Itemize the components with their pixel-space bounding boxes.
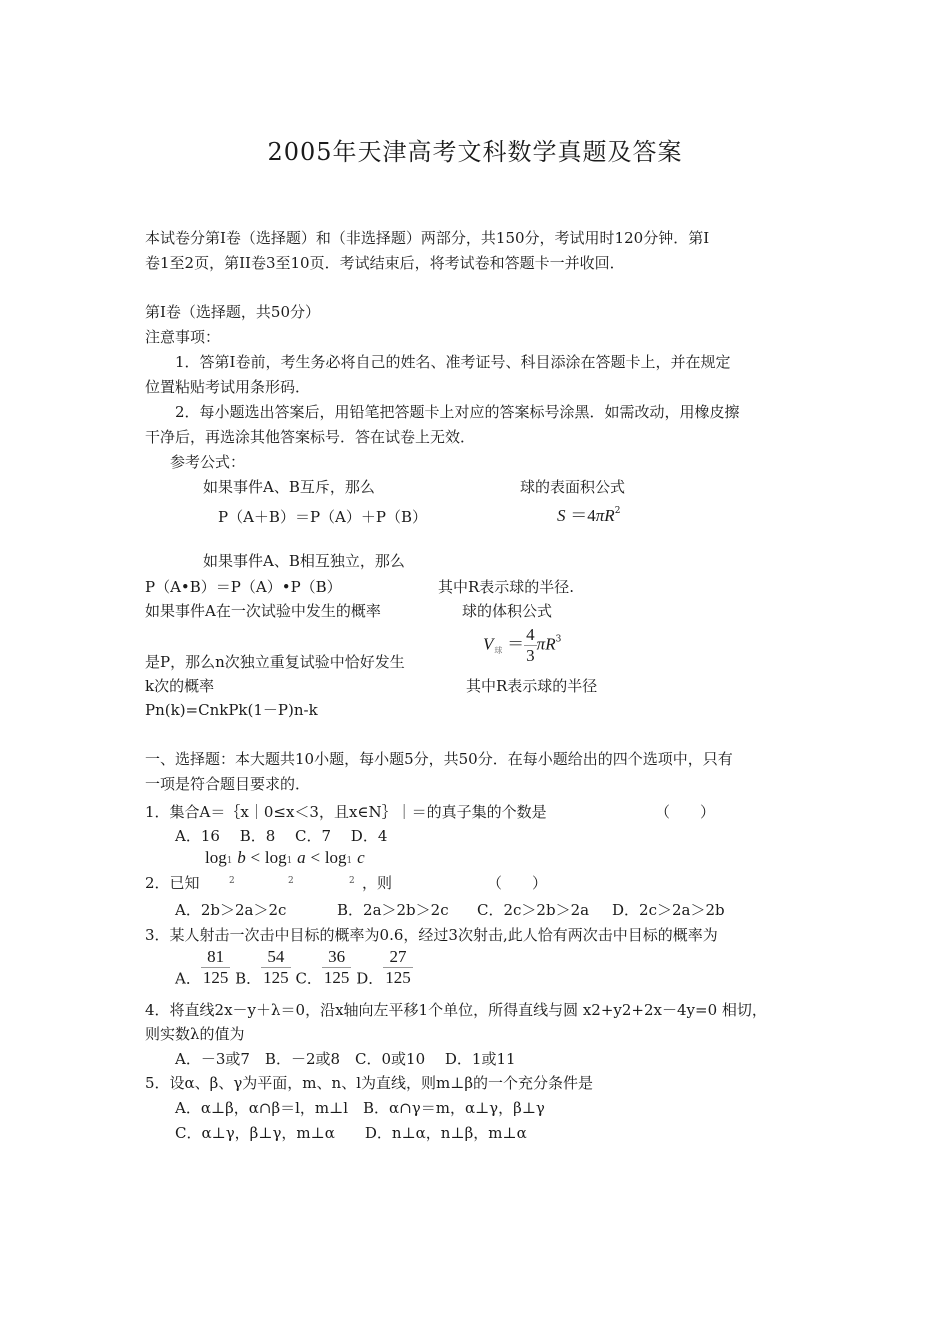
question-4-stem-line-1: 4．将直线2x－y＋λ＝0，沿x轴向左平移1个单位，所得直线与圆 x2+y2+2x－4y=0 相切， [145, 1001, 767, 1019]
section1-heading-line-1: 一、选择题：本大题共10小题，每小题5分，共50分．在每小题给出的四个选项中，只有 [145, 750, 733, 768]
question-2-stem-prefix: 2．已知 [145, 874, 200, 892]
product-rule-formula: P（A•B）＝P（A）•P（B） [145, 578, 342, 596]
symbol-v: V [483, 634, 494, 654]
radius-note-1: 其中R表示球的半径. [438, 578, 575, 596]
exponent-3: 3 [555, 634, 562, 645]
intro-line-2: 卷1至2页，第II卷3至10页．考试结束后，将考试卷和答题卡一并收回． [145, 254, 625, 272]
question-2-log-inequality: log1 b < log1 a < log1 c [205, 848, 365, 867]
question-2-answer-bracket: （ ） [487, 874, 548, 892]
sphere-volume-formula [483, 625, 561, 666]
radius-note-2: 其中R表示球的半径 [466, 677, 598, 695]
question-5-options-line-1: A．α⊥β，α∩β＝l，m⊥l B．α∩γ＝m，α⊥γ，β⊥γ [175, 1099, 545, 1117]
question-1-answer-bracket: （ ） [655, 803, 716, 821]
question-2-option-b: B．2a＞2b＞2c [337, 901, 449, 919]
pi-r: πR [595, 506, 615, 525]
question-2-option-d: D．2c＞2a＞2b [612, 901, 725, 919]
question-1-options: A．16 B．8 C．7 D．4 [175, 827, 388, 845]
sum-rule-formula: P（A＋B）＝P（A）＋P（B） [218, 508, 427, 526]
sphere-area-formula [557, 501, 620, 526]
mutually-exclusive-text: 如果事件A、B互斥，那么 [203, 478, 375, 496]
question-2-option-c: C．2c＞2b＞2a [477, 901, 590, 919]
log-base-den-2: 2 [288, 876, 294, 886]
equals-four: ＝4 [570, 506, 596, 525]
log-base-den-1: 2 [229, 876, 235, 886]
notes-heading: 注意事项： [145, 328, 221, 346]
option-b-fraction: $\frac{54}{125}$ [263, 947, 289, 987]
section1-heading-line-2: 一项是符合题目要求的． [145, 775, 311, 793]
part1-heading: 第Ⅰ卷（选择题，共50分） [145, 303, 321, 321]
sphere-volume-label: 球的体积公式 [462, 602, 553, 620]
binomial-text-1: 如果事件A在一次试验中发生的概率 [145, 602, 381, 620]
option-c-fraction: $\frac{36}{125}$ [323, 947, 350, 987]
note-2-line-2: 干净后，再选涂其他答案标号．答在试卷上无效． [145, 428, 476, 446]
symbol-s: S [557, 506, 566, 525]
formulas-heading: 参考公式： [170, 453, 246, 471]
question-2-stem-suffix: ，则 [362, 874, 393, 892]
fraction-four-thirds: $\frac{4}{3}$ [526, 625, 535, 665]
option-a-fraction: $\frac{81}{125}$ [202, 947, 229, 987]
sphere-area-label: 球的表面积公式 [520, 478, 626, 496]
option-d-fraction: $\frac{27}{125}$ [385, 947, 411, 987]
pi-r: πR [536, 634, 556, 654]
intro-line-1: 本试卷分第Ⅰ卷（选择题）和（非选择题）两部分，共150分，考试用时120分钟．第Ⅰ [145, 229, 710, 247]
equals-sign: ＝ [507, 634, 525, 654]
log-base-den-3: 2 [349, 876, 355, 886]
independent-text: 如果事件A、B相互独立，那么 [203, 552, 405, 570]
document-title: 2005年天津高考文科数学真题及答案 [267, 138, 683, 166]
exponent-2: 2 [614, 506, 621, 516]
question-5-options-line-2: C．α⊥γ，β⊥γ，m⊥α D．n⊥α，n⊥β，m⊥α [175, 1124, 527, 1142]
note-1-line-2: 位置粘贴考试用条形码． [145, 378, 311, 396]
question-4-options: A．－3或7 B．－2或8 C．0或10 D．1或11 [175, 1050, 516, 1068]
note-2-line-1: 2．每小题选出答案后，用铅笔把答题卡上对应的答案标号涂黑．如需改动，用橡皮擦 [175, 403, 740, 421]
binomial-text-2: 是P，那么n次独立重复试验中恰好发生 [145, 653, 405, 671]
question-1-stem: 1．集合A＝｛x｜0≤x＜3，且x∈N｝｜＝的真子集的个数是 [145, 803, 547, 821]
binomial-text-3: k次的概率 [145, 677, 215, 695]
question-5-stem: 5．设α、β、γ为平面，m、n、l为直线，则m⊥β的一个充分条件是 [145, 1074, 593, 1092]
question-4-stem-line-2: 则实数λ的值为 [145, 1025, 245, 1043]
question-2-option-a: A．2b＞2a＞2c [175, 901, 287, 919]
note-1-line-1: 1．答第Ⅰ卷前，考生务必将自己的姓名、准考证号、科目添涂在答题卡上，并在规定 [175, 353, 731, 371]
question-3-stem: 3．某人射击一次击中目标的概率为0.6，经过3次射击,此人恰有两次击中目标的概率为 [145, 926, 718, 944]
subscript-ball: 球 [494, 645, 503, 655]
binomial-formula: Pn(k)=CnkPk(1－P)n-k [145, 701, 318, 719]
question-3-options: A． $\frac{81}{125}$ B． $\frac{54}{125}$ C． $\frac{36}{125}$ D． $\frac{27}{125}$ [175, 947, 411, 988]
